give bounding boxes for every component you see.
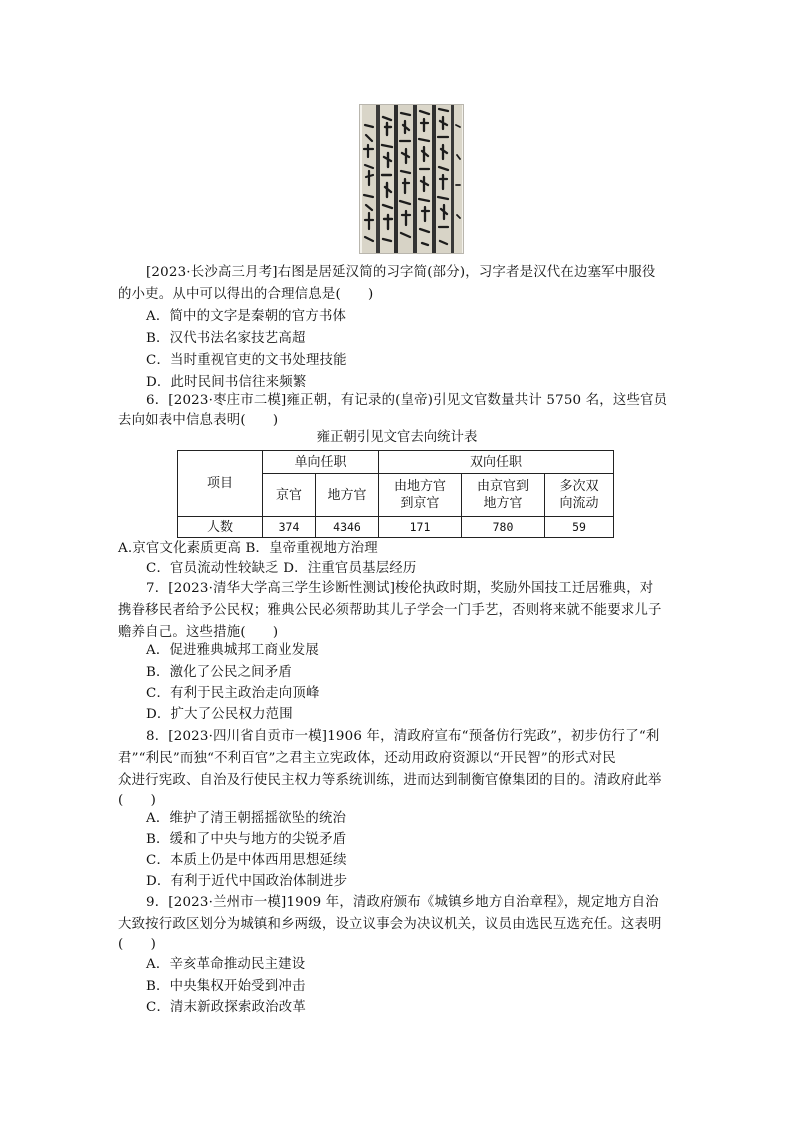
table-col-jingguan: 京官 [263,474,316,517]
table-col-local-to-capital-l2: 到京官 [400,496,440,511]
q7-stem-line1: 7．[2023·清华大学高三学生诊断性测试]梭伦执政时期，奖励外国技工迁居雅典，对 [146,581,654,596]
table-col-local-to-capital [379,474,462,517]
q9-option-a[interactable]: A．辛亥革命推动民主建设 [146,957,306,972]
q7-option-d[interactable]: D．扩大了公民权力范围 [146,707,293,722]
q7-stem-line2: 携眷移民者给予公民权；雅典公民必须帮助其儿子学会一门手艺，否则将来就不能要求儿子 [118,603,662,618]
q8-option-d[interactable]: D．有利于近代中国政治体制进步 [146,874,348,889]
q8-stem-line1: 8．[2023·四川省自贡市一模]1906 年，清政府宣布“预备仿行宪政”，初步仿行了“利 [146,729,660,744]
bamboo-slip-image [359,104,464,254]
table-col-capital-to-local-l2: 地方官 [483,496,523,511]
table-col-difangguan: 地方官 [316,474,379,517]
q5-option-d[interactable]: D．此时民间书信往来频繁 [146,375,307,390]
q5-stem-line1: [2023·长沙高三月考]右图是居延汉简的习字简(部分)，习字者是汉代在边塞军中服役 [146,265,656,280]
table-col-multiple-l2: 向流动 [559,496,599,511]
table-cell-capital-to-local: 780 [462,517,545,538]
table-row-label: 人数 [178,517,263,538]
q6-stem-line1: 6．[2023·枣庄市二模]雍正朝，有记录的(皇帝)引见文官数量共计 5750 名，这些官员 [146,393,668,408]
table-col-capital-to-local-l1: 由京官到 [476,479,529,494]
q5-option-a[interactable]: A．简中的文字是秦朝的官方书体 [146,309,347,324]
q8-stem-line3: 众进行宪政、自治及行使民主权力等系统训练，进而达到制衡官僚集团的目的。清政府此举 [118,773,662,788]
q9-option-b[interactable]: B．中央集权开始受到冲击 [146,979,306,994]
q6-table-caption: 雍正朝引见文官去向统计表 [316,430,478,445]
q6-stats-table [177,450,614,538]
table-col-local-to-capital-l1: 由地方官 [393,479,446,494]
q8-stem-line2: 君”“利民”而独“不利百官”之君主立宪政体，还动用政府资源以“开民智”的形式对民 [118,751,616,766]
table-cell-multiple: 59 [545,517,614,538]
q5-option-c[interactable]: C．当时重视官吏的文书处理技能 [146,353,347,368]
table-col-multiple-l1: 多次双 [559,479,599,494]
q9-option-c[interactable]: C．清末新政探索政治改革 [146,1000,306,1015]
q9-stem-line1: 9．[2023·兰州市一模]1909 年，清政府颁布《城镇乡地方自治章程》，规定地方自治 [146,895,659,910]
q6-options-line1[interactable]: A.京官文化素质更高 B．皇帝重视地方治理 [118,541,378,556]
q9-stem-line3: ( ) [118,937,157,952]
q8-option-c[interactable]: C．本质上仍是中体西用思想延续 [146,853,347,868]
q8-stem-line4: ( ) [118,793,157,808]
q7-stem-line3: 赡养自己。这些措施( ) [118,625,279,640]
q5-stem-line2: 的小吏。从中可以得出的合理信息是( ) [118,287,374,302]
q6-stem-line2: 去向如表中信息表明( ) [118,413,279,428]
q6-options-line2[interactable]: C．官员流动性较缺乏 D．注重官员基层经历 [146,561,417,576]
q7-option-a[interactable]: A．促进雅典城邦工商业发展 [146,643,319,658]
q9-stem-line2: 大致按行政区划分为城镇和乡两级，设立议事会为决议机关，议员由选民互选充任。这表明 [118,917,662,932]
table-group-single: 单向任职 [263,451,379,474]
q7-option-c[interactable]: C．有利于民主政治走向顶峰 [146,686,320,701]
table-cell-difangguan: 4346 [316,517,379,538]
q5-option-b[interactable]: B．汉代书法名家技艺高超 [146,331,306,346]
table-cell-jingguan: 374 [263,517,316,538]
bamboo-slip-drawing [360,105,463,253]
q8-option-a[interactable]: A．维护了清王朝摇摇欲坠的统治 [146,811,347,826]
q8-option-b[interactable]: B．缓和了中央与地方的尖锐矛盾 [146,832,347,847]
table-cell-local-to-capital: 171 [379,517,462,538]
table-group-double: 双向任职 [379,451,614,474]
table-col-capital-to-local [462,474,545,517]
q7-option-b[interactable]: B．激化了公民之间矛盾 [146,665,292,680]
table-col-multiple [545,474,614,517]
table-header-item: 项目 [178,451,263,517]
